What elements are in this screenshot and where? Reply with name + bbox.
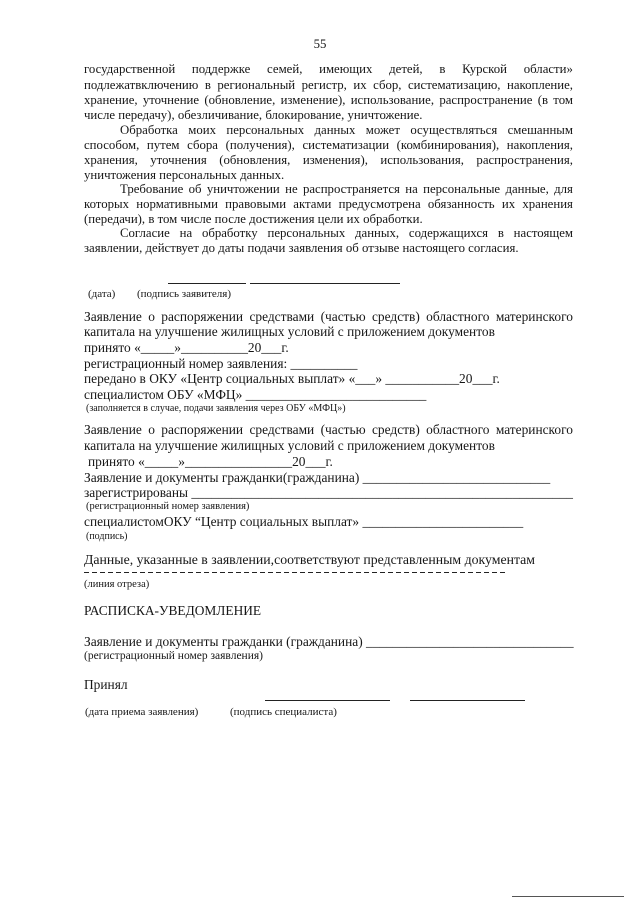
word: накопления, (506, 138, 573, 152)
word: сбора (187, 138, 218, 152)
conformity-statement: Данные, указанные в заявлении,соответствуют представленным документам (84, 552, 536, 567)
word: об (188, 182, 202, 196)
receipt-registration-number-caption: (регистрационный номер заявления) (84, 650, 263, 662)
word: путем (146, 138, 180, 152)
word: хранение, (84, 93, 138, 107)
center-specialist-field: специалистомОКУ “Центр социальных выплат» ________________________ (84, 514, 524, 529)
center-registration-number-caption: (регистрационный номер заявления) (86, 501, 250, 512)
page-footer-line (512, 896, 624, 897)
word: (обновления, (219, 153, 291, 167)
word: уничтожении (206, 182, 280, 196)
mfc-transferred-field: передано в ОКУ «Центр социальных выплат» «___» ___________20___г. (84, 371, 500, 386)
receipt-title: РАСПИСКА-УВЕДОМЛЕНИЕ (84, 603, 262, 618)
word: персональные (423, 182, 501, 196)
word: которых (84, 197, 130, 211)
word: Заявление (84, 422, 142, 437)
center-registered-field: зарегистрированы _________________________________________________________ (84, 485, 573, 500)
mfc-block-intro-line: капитала на улучшение жилищных условий с приложением документов (84, 324, 495, 339)
word: данных (314, 123, 356, 137)
word: распространение (439, 93, 533, 107)
receipt-signature-caption: (подпись специалиста) (230, 706, 337, 718)
word: использование, (350, 93, 435, 107)
consent-paragraph-2-line: уничтожения персональных данных. (84, 168, 285, 182)
center-signature-caption: (подпись) (86, 531, 128, 542)
consent-paragraph-2-line (84, 138, 573, 153)
applicant-signature-caption: (подпись заявителя) (137, 288, 232, 300)
center-documents-field: Заявление и документы гражданки(гражданина) ____________________________ (84, 470, 551, 485)
word: Курской (462, 62, 507, 76)
consent-paragraph-4-line (120, 226, 573, 241)
word: (комбинирования), (396, 138, 500, 152)
word: обязанность (427, 197, 495, 211)
word: нормативными (136, 197, 218, 211)
consent-paragraph-1-line: числе передачу), обезличивание, блокирование, уничтожение. (84, 108, 423, 122)
word: региональный (217, 78, 296, 92)
word: в (204, 78, 211, 92)
word: для (554, 182, 573, 196)
word: предусмотрена (338, 197, 421, 211)
word: средств) (371, 422, 420, 437)
word: персональных (267, 226, 346, 240)
word: Заявление (84, 309, 142, 324)
word: на (179, 226, 193, 240)
word: уточнения (150, 153, 207, 167)
center-accepted-date-field: принято «_____»________________20___г. (88, 454, 333, 469)
word: изменение), (280, 93, 346, 107)
word: распоряжении (161, 422, 244, 437)
word: накопление, (507, 78, 573, 92)
receipt-date-line (265, 700, 390, 701)
word: содержащихся (408, 226, 489, 240)
receipt-accepted-by-label: Принял (84, 677, 128, 692)
word: (обновление, (204, 93, 276, 107)
center-block-intro-line (84, 422, 573, 437)
word: смешанным (507, 123, 573, 137)
word: том (553, 93, 573, 107)
word: правовыми (225, 197, 287, 211)
word: о (148, 309, 155, 324)
cut-line (84, 572, 506, 573)
consent-paragraph-3-line (84, 197, 573, 212)
word: данные, (505, 182, 549, 196)
word: сбор, (373, 78, 402, 92)
receipt-documents-field: Заявление и документы гражданки (гражданина) _______________________________ (84, 634, 574, 649)
word: актами (293, 197, 332, 211)
mfc-block-note: (заполняется в случае, подачи заявления через ОБУ «МФЦ») (86, 403, 346, 414)
mfc-registration-number-field: регистрационный номер заявления: __________ (84, 356, 358, 371)
word: их (501, 197, 516, 211)
mfc-block-intro-line (84, 309, 573, 324)
word: подлежатвключению (84, 78, 199, 92)
date-caption: (дата) (88, 288, 116, 300)
word: хранения (522, 197, 573, 211)
word: уточнение (142, 93, 200, 107)
word: средствами (249, 309, 315, 324)
word: поддержке (191, 62, 251, 76)
consent-paragraph-4-line: заявлении, действует до даты подачи заявления об отзыве настоящего согласия. (84, 241, 519, 255)
word: областного (426, 309, 490, 324)
word: Обработка (120, 123, 178, 137)
word: на (405, 182, 418, 196)
word: обработку (201, 226, 258, 240)
word: в (439, 62, 446, 76)
word: способом, (84, 138, 140, 152)
word: государственной (84, 62, 176, 76)
word: средствами (249, 422, 315, 437)
word: распространяется (302, 182, 400, 196)
receipt-signature-line (410, 700, 525, 701)
word: их (353, 78, 367, 92)
word: о (148, 422, 155, 437)
mfc-specialist-field: специалистом ОБУ «МФЦ» ___________________________ (84, 387, 427, 402)
consent-paragraph-3-line (120, 182, 573, 197)
word: материнского (495, 309, 573, 324)
date-line (168, 283, 246, 284)
word: материнского (495, 422, 573, 437)
word: регистр, (301, 78, 347, 92)
consent-paragraph-1-line (84, 93, 573, 108)
word: областного (426, 422, 490, 437)
applicant-signature-line (250, 283, 400, 284)
word: может (365, 123, 400, 137)
word: распространения, (476, 153, 573, 167)
word: осуществляться (410, 123, 498, 137)
word: распоряжении (161, 309, 244, 324)
cut-line-caption: (линия отреза) (84, 579, 150, 590)
consent-paragraph-1-line (84, 62, 573, 77)
word: Требование (120, 182, 184, 196)
word: систематизацию, (408, 78, 501, 92)
center-block-intro-line: капитала на улучшение жилищных условий с приложением документов (84, 438, 495, 453)
word: изменения), (302, 153, 368, 167)
word: области» (523, 62, 573, 76)
consent-paragraph-3-line: (передачи), в том числе после достижения цели их обработки. (84, 212, 423, 226)
word: детей, (389, 62, 423, 76)
mfc-accepted-date-field: принято «_____»__________20___г. (84, 340, 289, 355)
word: (частью (320, 422, 366, 437)
word: моих (188, 123, 217, 137)
receipt-date-caption: (дата приема заявления) (85, 706, 199, 718)
word: использования, (380, 153, 464, 167)
word: (в (537, 93, 549, 107)
word: настоящем (513, 226, 573, 240)
word: систематизации (302, 138, 390, 152)
word: не (285, 182, 298, 196)
word: имеющих (319, 62, 373, 76)
word: (частью (320, 309, 366, 324)
word: данных, (355, 226, 400, 240)
word: в (497, 226, 504, 240)
word: (получения), (225, 138, 295, 152)
word: хранения, (84, 153, 138, 167)
word: персональных (226, 123, 305, 137)
consent-paragraph-2-line (120, 123, 573, 138)
word: Согласие (120, 226, 170, 240)
word: средств) (371, 309, 420, 324)
consent-paragraph-1-line (84, 78, 573, 93)
consent-paragraph-2-line (84, 153, 573, 168)
page-number: 55 (313, 37, 327, 51)
word: семей, (267, 62, 303, 76)
